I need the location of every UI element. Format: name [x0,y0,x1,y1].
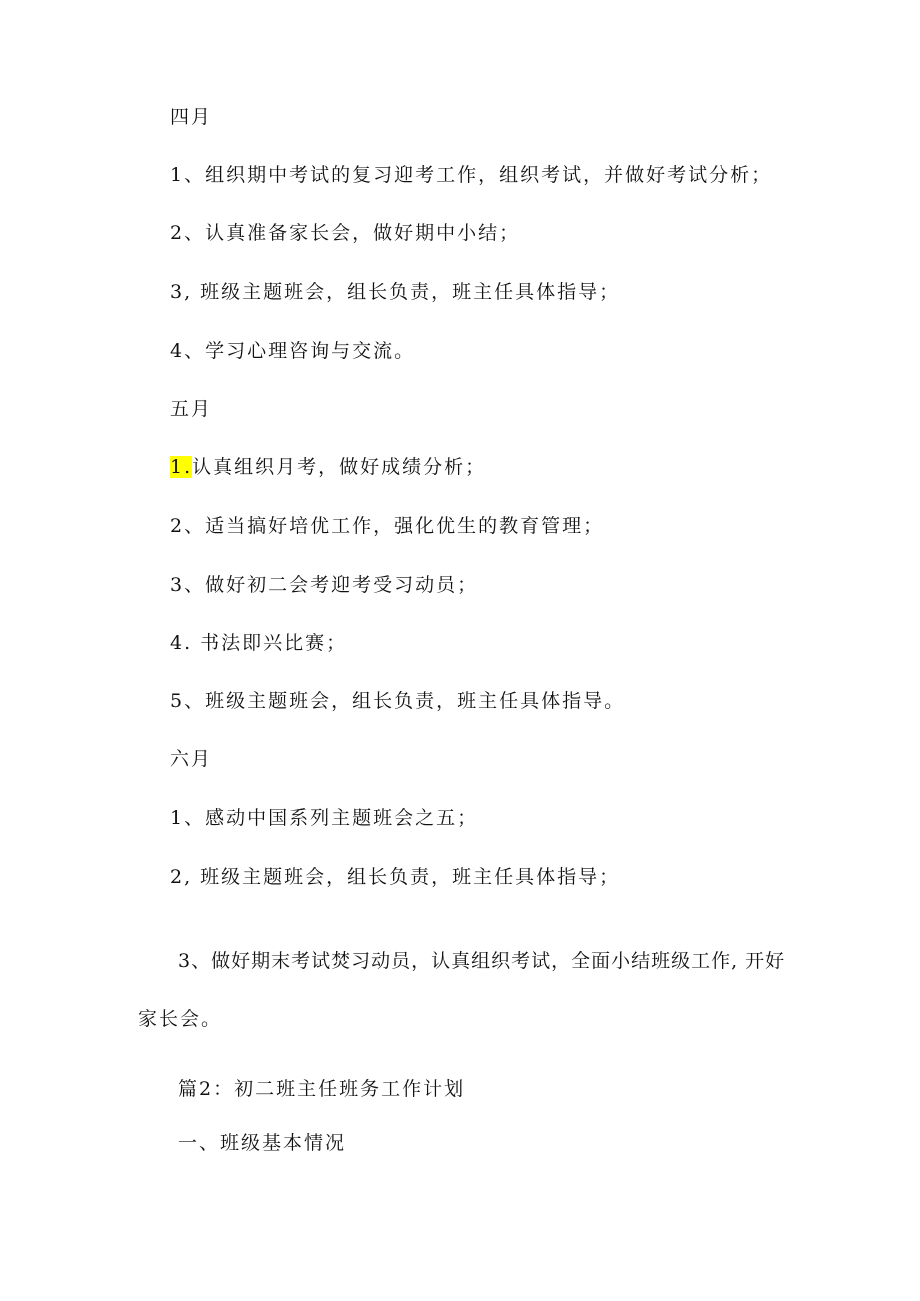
april-item-4: 4、学习心理咨询与交流。 [170,340,416,362]
april-item-2: 2、认真准备家长会，做好期中小结； [170,222,521,244]
may-item-1-number: 1. [170,456,193,478]
june-item-2: 2, 班级主题班会，组长负责，班主任具体指导； [170,866,621,888]
section-1-heading: 一、班级基本情况 [178,1132,347,1154]
june-heading: 六月 [170,748,213,770]
june-item-3-line-2: 家长会。 [138,1008,223,1030]
may-item-2: 2、适当搞好培优工作，强化优生的教育管理； [170,515,605,537]
may-item-1-text: 认真组织月考，做好成绩分析； [192,456,487,478]
june-item-3-line-1: 3、做好期末考试焚习动员，认真组织考试，全面小结班级工作, 开好 [178,950,786,972]
june-item-1: 1、感动中国系列主题班会之五； [170,807,479,829]
part2-title: 篇2：初二班主任班务工作计划 [178,1078,466,1100]
may-item-1 [170,454,486,480]
may-item-3: 3、做好初二会考迎考受习动员； [170,574,479,596]
may-item-4: 4. 书法即兴比赛； [170,632,348,654]
april-item-1: 1、组织期中考试的复习迎考工作，组织考试，并做好考试分析； [170,164,773,186]
april-heading: 四月 [170,106,213,128]
may-heading: 五月 [170,398,213,420]
april-item-3: 3, 班级主题班会，组长负责，班主任具体指导； [170,281,621,303]
may-item-5: 5、班级主题班会，组长负责，班主任具体指导。 [170,690,626,712]
